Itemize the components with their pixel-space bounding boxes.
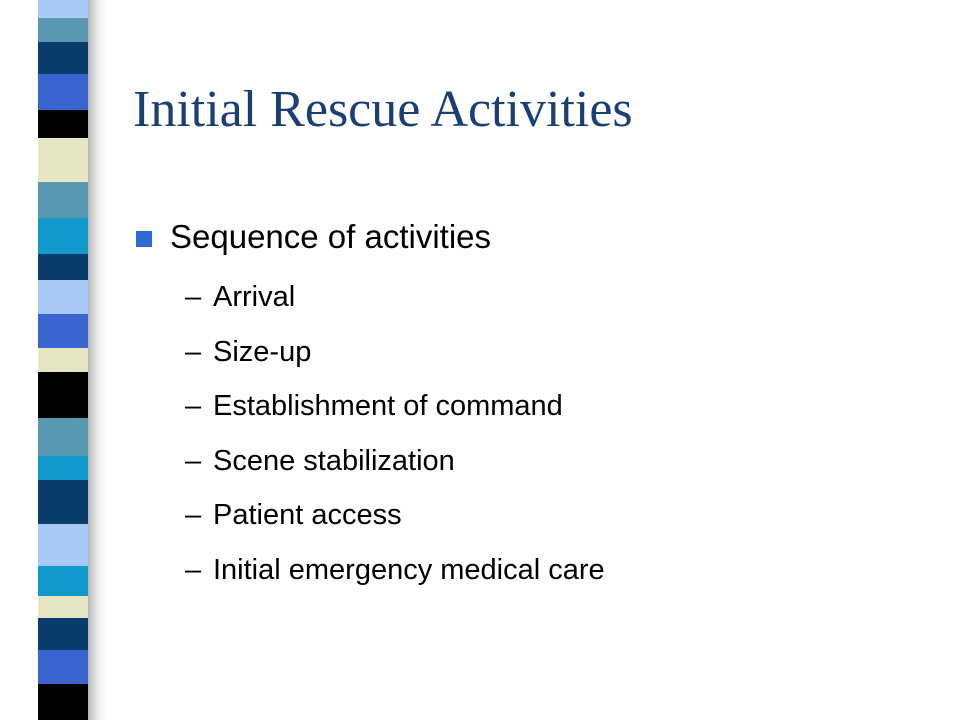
- stripe-blocks: [38, 0, 88, 720]
- sub-bullet-text: Establishment of command: [213, 390, 563, 422]
- sub-bullet-item: [185, 441, 605, 496]
- sub-bullet-text: Size-up: [213, 335, 312, 368]
- main-bullet-text: Sequence of activities: [170, 218, 492, 255]
- dash-icon: –: [185, 390, 202, 422]
- sub-bullet-text: Arrival: [213, 281, 296, 313]
- sub-bullet-text: Scene stabilization: [213, 444, 455, 477]
- sub-bullet-item: [185, 332, 605, 387]
- bullet-square-icon: [136, 231, 152, 247]
- sub-bullet-text: Patient access: [213, 499, 402, 531]
- dash-icon: –: [185, 281, 202, 313]
- decorative-stripe: [0, 0, 110, 720]
- sub-bullet-text: Initial emergency medical care: [213, 553, 605, 586]
- sub-bullet-item: [185, 386, 605, 441]
- sub-bullet-item: [185, 495, 605, 550]
- dash-icon: –: [185, 335, 202, 368]
- dash-icon: –: [185, 553, 202, 586]
- main-bullet: [136, 218, 491, 256]
- sub-bullet-item: [185, 550, 605, 605]
- sub-bullet-item: [185, 277, 605, 332]
- dash-icon: –: [185, 444, 202, 477]
- sub-bullet-list: [185, 277, 605, 604]
- dash-icon: –: [185, 499, 202, 531]
- slide-title: Initial Rescue Activities: [133, 81, 633, 138]
